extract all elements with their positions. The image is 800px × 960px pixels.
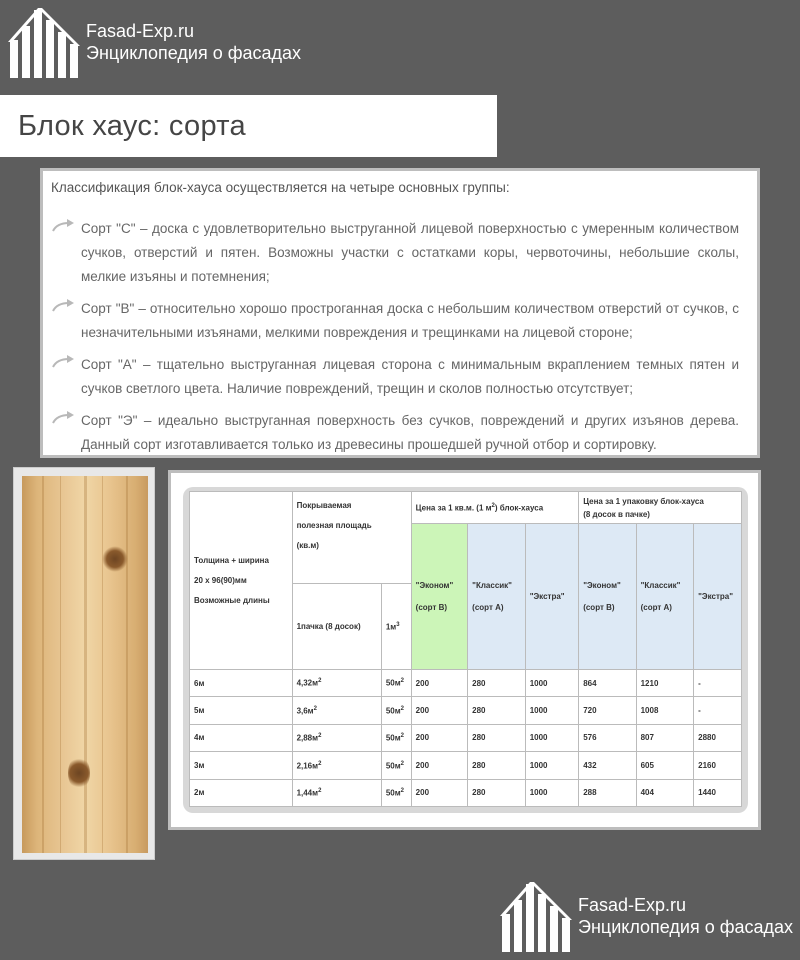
logo-site-name: Fasad-Exp.ru [86, 21, 195, 41]
site-logo[interactable] [8, 6, 301, 78]
grade-cell: "Классик" (сорт А) [636, 524, 694, 670]
sorts-list [51, 217, 739, 457]
grade-cell: "Эконом" (сорт В) [411, 524, 467, 670]
building-icon [500, 880, 572, 952]
classification-text-box [40, 168, 760, 458]
grade-cell: "Классик" (сорт А) [468, 524, 526, 670]
grade-cell: "Экстра" [525, 524, 579, 670]
table-row: 4м $2,88м^2$ $50м^2$ 200 280 1000 576 807 2880 [190, 724, 742, 751]
arrow-icon [51, 297, 81, 345]
grade-cell: "Эконом" (сорт В) [579, 524, 636, 670]
building-icon [8, 6, 80, 78]
header-price-pack: Цена за 1 упаковку блок-хауса (8 досок в пачке) [579, 492, 742, 524]
header-size: Толщина + ширина 20 х 96(90)мм Возможные длины [190, 492, 293, 670]
list-item [51, 353, 739, 401]
logo-subtitle: Энциклопедия о фасадах [86, 43, 302, 63]
table-row: 6м $4,32м^2$ $50м^2$ 200 280 1000 864 1210 - [190, 670, 742, 697]
price-table [189, 491, 742, 807]
arrow-icon [51, 409, 81, 457]
price-table-frame [168, 470, 761, 830]
list-item [51, 297, 739, 345]
list-item [51, 217, 739, 289]
table-row: 5м $3,6м^2$ $50м^2$ 200 280 1000 720 1008 - [190, 697, 742, 724]
header-pack: 1пачка (8 досок) [292, 584, 381, 670]
table-row: 3м $2,16м^2$ $50м^2$ 200 280 1000 432 605 2160 [190, 752, 742, 779]
header-price-m2: Цена за 1 кв.м. (1 $м^2$) блок-хауса [411, 492, 579, 524]
arrow-icon [51, 353, 81, 401]
wood-photo-frame [13, 467, 155, 860]
logo-subtitle: Энциклопедия о фасадах [578, 917, 794, 937]
logo-site-name: Fasad-Exp.ru [578, 895, 687, 915]
sort-c-text: Сорт "С" – доска с удовлетворительно выструганной лицевой поверхностью с умеренным количеством сучков, отверстий и пятен. Возможны участки с остатками коры, червоточины, небольшие сколы, мелкие изъяны и потемнения; [81, 221, 739, 284]
sort-b-text: Сорт "В" – относительно хорошо прострoганная доска с небольшим количеством отверстий от сучков, с незначительными изъянами, мелкими повреждения и трещинками на лицевой стороне; [81, 301, 739, 340]
title-banner [0, 95, 497, 157]
table-row: 2м $1,44м^2$ $50м^2$ 200 280 1000 288 404 1440 [190, 779, 742, 806]
page-title: Блок хаус: сорта [18, 110, 246, 142]
list-item [51, 409, 739, 457]
sort-a-text: Сорт "А" – тщательно выструганная лицевая сторона с минимальным вкраплением темных пятен и сучков светлого цвета. Наличие повреждений, трещин и сколов полностью отсутствует; [81, 357, 739, 396]
site-logo-bottom[interactable] [500, 880, 793, 952]
arrow-icon [51, 217, 81, 289]
intro-text: Классификация блок-хауса осуществляется на четыре основных группы: [51, 180, 510, 195]
grade-cell: "Экстра" [694, 524, 742, 670]
header-area: Покрываемая полезная площадь (кв.м) [292, 492, 411, 584]
wood-board-photo [22, 476, 148, 853]
sort-e-text: Сорт "Э" – идеально выструганная поверхность без сучков, повреждений и других изъянов дерева. Данный сорт изготавливается только из древесины прошедшей ручной отбор и сортировку. [81, 413, 739, 452]
header-m3: $1м^3$ [381, 584, 411, 670]
